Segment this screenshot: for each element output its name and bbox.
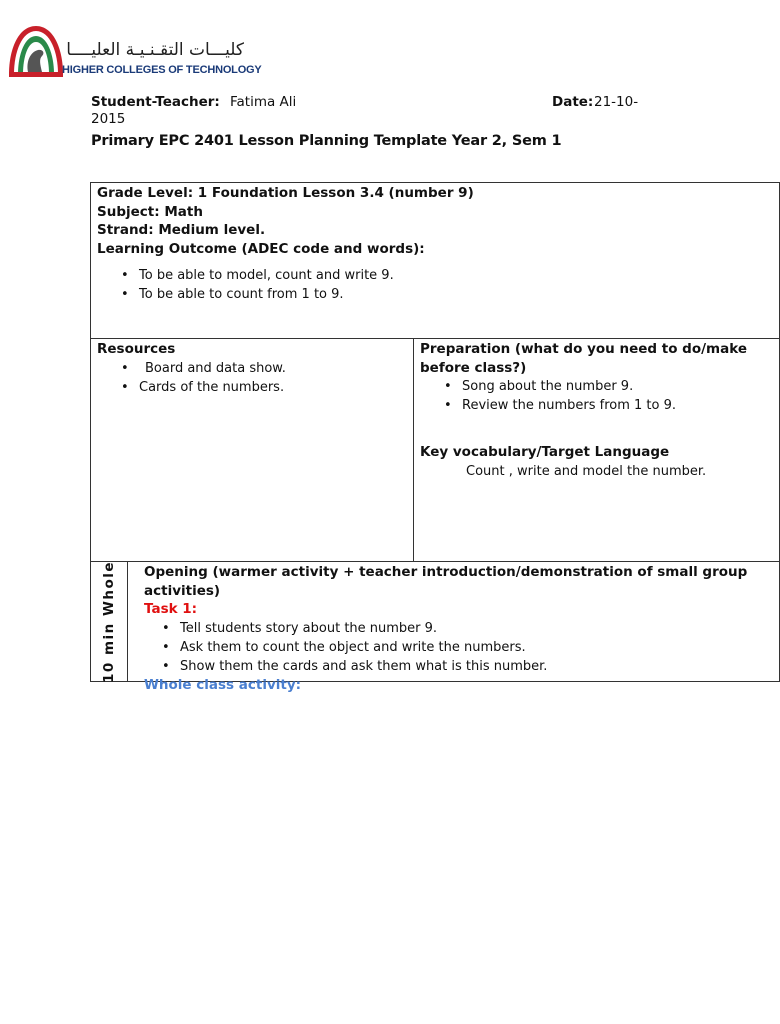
list-item: • Board and data show.	[117, 359, 413, 378]
logo-arabic-text: كليـــات التقـنـيـة العليــــا	[66, 40, 244, 60]
list-item: • Cards of the numbers.	[117, 378, 413, 397]
preparation-heading: Preparation (what do you need to do/make before class?)	[420, 341, 747, 376]
resources-box	[90, 338, 414, 562]
logo-english-text: HIGHER COLLEGES OF TECHNOLOGY	[62, 64, 262, 76]
list-item: • Song about the number 9.	[440, 377, 773, 396]
date-value-part1: 21-10-	[594, 94, 639, 110]
duration-label: 10 min Whole	[101, 560, 117, 683]
duration-cell	[90, 561, 128, 682]
opening-heading: Opening (warmer activity + teacher introduction/demonstration of small group activities)	[144, 564, 748, 599]
resources-heading: Resources	[97, 341, 176, 357]
list-item: • To be able to model, count and write 9.	[117, 266, 779, 285]
vocab-heading: Key vocabulary/Target Language	[420, 444, 670, 460]
student-teacher-label: Student-Teacher:	[91, 94, 220, 110]
vocab-text: Count , write and model the number.	[466, 463, 707, 479]
subject: Subject: Math	[97, 203, 203, 220]
list-item: • Ask them to count the object and write the numbers.	[158, 638, 773, 657]
hct-emblem-icon	[6, 22, 66, 80]
list-item: • Show them the cards and ask them what is this number.	[158, 657, 773, 676]
list-item: • To be able to count from 1 to 9.	[117, 285, 779, 304]
task-label: Task 1:	[144, 601, 198, 617]
list-item: • Review the numbers from 1 to 9.	[440, 396, 773, 415]
page-title: Primary EPC 2401 Lesson Planning Template Year 2, Sem 1	[91, 133, 562, 149]
date-label: Date:	[552, 94, 594, 110]
whole-class-label: Whole class activity:	[144, 676, 302, 693]
grade-level: Grade Level: 1 Foundation Lesson 3.4 (number 9)	[97, 185, 474, 201]
date-value-part2: 2015	[91, 111, 126, 127]
strand: Strand: Medium level.	[97, 222, 266, 238]
outcome-heading: Learning Outcome (ADEC code and words):	[97, 240, 425, 257]
student-teacher-name: Fatima Ali	[230, 94, 297, 110]
opening-box	[127, 561, 780, 693]
preparation-box	[413, 338, 780, 562]
lesson-info-box	[90, 182, 780, 339]
list-item: • Tell students story about the number 9.	[158, 619, 773, 638]
